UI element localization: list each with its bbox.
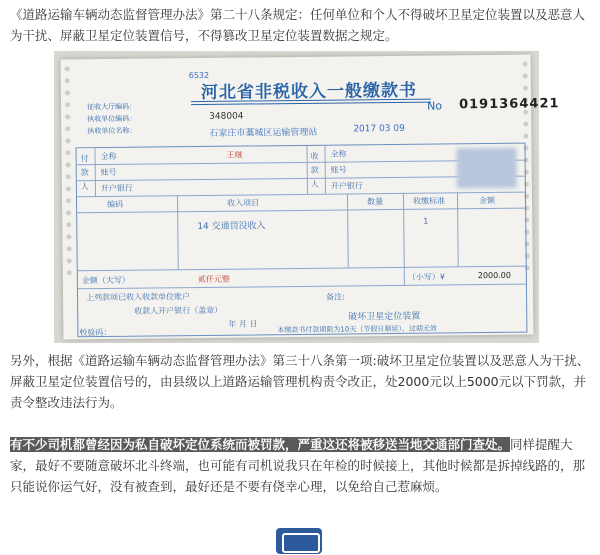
remark-text: 破坏卫星定位装置 bbox=[348, 311, 421, 323]
payer-fullname-label: 全称 bbox=[100, 151, 117, 162]
bank-date: 年 月 日 bbox=[228, 319, 258, 329]
paragraph-warning bbox=[10, 434, 590, 497]
receipt-label-unit-name: 执收单位名称： bbox=[87, 126, 137, 136]
paragraph-regulation: 《道路运输车辆动态监督管理办法》第二十八条规定：任何单位和个人不得破坏卫星定位装置以及恶意人为干扰、屏蔽卫星定位装置信号，不得篡改卫星定位装置数据之规定。 bbox=[10, 7, 586, 43]
receipt-date: 2017 03 09 bbox=[353, 123, 405, 135]
col-qty: 数量 bbox=[367, 197, 384, 207]
perforation-left bbox=[63, 59, 74, 339]
col-standard: 收缴标准 bbox=[413, 196, 446, 206]
col-item: 收入项目 bbox=[227, 198, 260, 208]
total-amount: 2000.00 bbox=[477, 270, 511, 281]
payee-account-label: 账号 bbox=[330, 165, 347, 175]
receipt-label-hall: 征收大厅编码： bbox=[87, 102, 137, 112]
stamp-seal-icon bbox=[276, 528, 322, 554]
bank-line-2: 收款人开户银行（盖章） bbox=[134, 305, 223, 316]
payee-info-blurred bbox=[456, 148, 516, 189]
highlighted-sentence: 有不少司机都曾经因为私自破坏定位系统而被罚款，严重这还将被移送当地交通部门查处。 bbox=[10, 437, 511, 452]
col-amount: 金额 bbox=[479, 195, 496, 206]
paragraph-penalty: 另外，根据《道路运输车辆动态监督管理办法》第三十八条第一项:破坏卫星定位装置以及恶意人为干扰、屏蔽卫星定位装置信号的，由县级以上道路运输管理机构责令改正，处2000元以上5000元以下罚款，并责令整改违法行为。 bbox=[10, 353, 590, 410]
payer-bank-label: 开户银行 bbox=[100, 183, 133, 194]
receipt-photo bbox=[54, 51, 560, 343]
receipt-title: 河北省非税收入一般缴款书 bbox=[200, 80, 417, 104]
receipt-paper bbox=[61, 55, 560, 340]
receipt-unit-name: 石家庄市藁城区运输管理站 bbox=[209, 127, 318, 139]
payer-label: 付款人 bbox=[80, 154, 89, 192]
receipt-label-unit-code: 执收单位编码： bbox=[87, 114, 137, 124]
receipt-no-label: No bbox=[426, 99, 443, 113]
total-label: 金额（大写） bbox=[81, 275, 130, 286]
payee-bank-label: 开户银行 bbox=[330, 181, 363, 191]
receipt-footer: 本缴款书付款期限为10天（节假日顺延），过期无效 bbox=[277, 324, 437, 335]
payer-name: 王继 bbox=[226, 150, 243, 160]
receipt-serial-prefix: 6532 bbox=[188, 70, 210, 81]
receipt-grid bbox=[75, 143, 527, 338]
item-qty: 1 bbox=[423, 216, 429, 226]
item-name: 14 交通罚没收入 bbox=[197, 221, 266, 233]
paragraph-warning-rest: 同样提醒大家，最好不要随意破坏北斗终端，也可能有司机说我只在年检的时候接上，其他时候都是拆掉线路的，那只能说你运气好，没有被查到，最好还是不要有侥幸心理，以免给自己惹麻烦。 bbox=[10, 437, 586, 494]
col-code: 编码 bbox=[107, 199, 124, 209]
payer-account-label: 账号 bbox=[100, 167, 117, 178]
payee-fullname-label: 全称 bbox=[330, 149, 347, 159]
receipt-number: 0191364421 bbox=[458, 96, 560, 113]
checker-label: 校验码： bbox=[79, 327, 112, 338]
total-small-label: （小写）¥ bbox=[407, 272, 445, 282]
remark-label: 备注: bbox=[326, 292, 345, 302]
total-text: 贰仟元整 bbox=[197, 274, 230, 285]
payee-label: 收款人 bbox=[310, 151, 319, 189]
bank-line-1: 上列款项已收入收款单位账户 bbox=[85, 292, 191, 303]
receipt-unit-code: 348004 bbox=[209, 111, 244, 122]
